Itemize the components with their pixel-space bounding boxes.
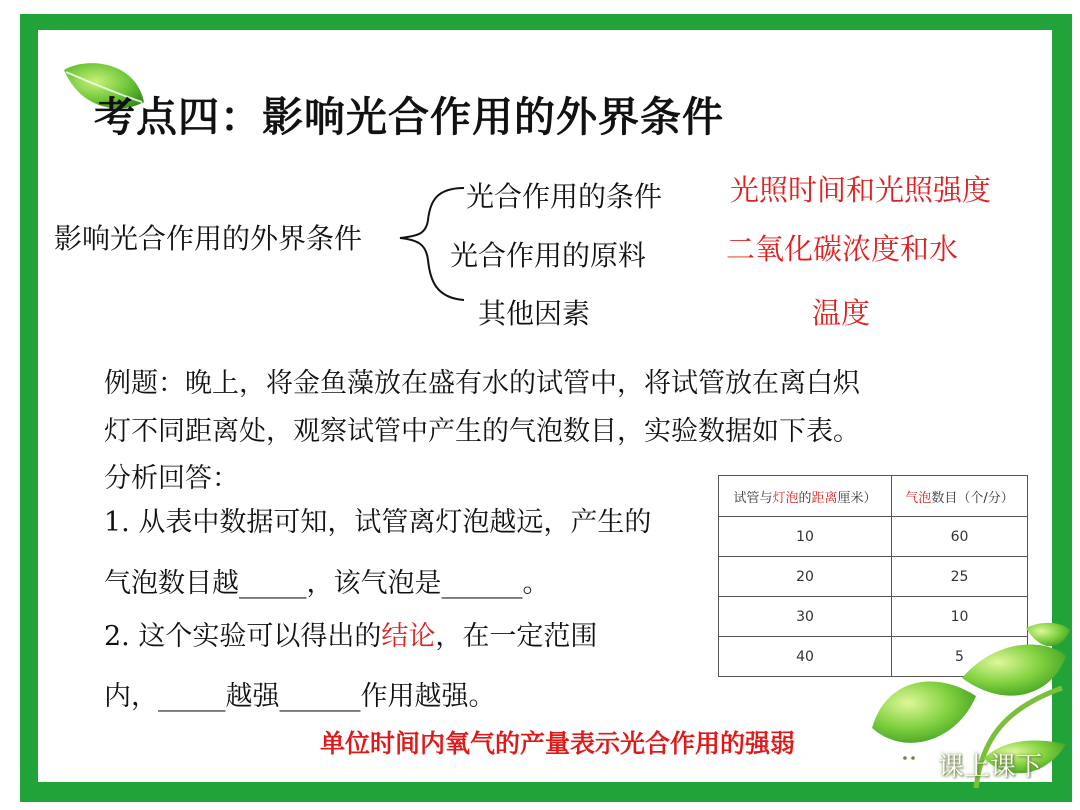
table-cell: 60 [892,517,1028,557]
branch-answer: 二氧化碳浓度和水 [726,232,959,266]
question-text: 2. 这个实验可以得出的 [104,621,382,652]
page-title: 考点四：影响光合作用的外界条件 [94,93,724,141]
table-cell: 40 [719,637,892,677]
table-header-distance: 试管与灯泡的距离厘米） [719,476,892,517]
watermark-text: 课上课下 [938,752,1043,782]
diagram-root: 影响光合作用的外界条件 [54,222,363,255]
example-line: 例题：晚上，将金鱼藻放在盛有水的试管中，将试管放在离白炽 [104,368,860,399]
question-line [104,614,597,653]
table-cell: 25 [892,557,1028,597]
branch-label: 光合作用的条件 [466,180,663,213]
branch-answer: 光照时间和光照强度 [730,173,992,207]
analysis-heading: 分析回答： [104,463,239,494]
table-row [719,557,1028,597]
table-cell: 10 [719,517,892,557]
question-text: ，在一定范围 [435,621,598,652]
question-line: 内，_____越强______作用越强。 [104,681,496,712]
example-line: 灯不同距离处，观察试管中产生的气泡数目，实验数据如下表。 [104,416,860,447]
branch-answer: 温度 [812,296,871,330]
table-header-bubbles: 气泡数目（个/分） [892,476,1028,517]
table-cell: 10 [892,597,1028,637]
wechat-icon [896,748,930,776]
conclusion-highlight: 结论 [381,621,436,652]
table-cell: 20 [719,557,892,597]
table-cell: 5 [892,637,1028,677]
question-line: 1. 从表中数据可知，试管离灯泡越远，产生的 [104,507,652,538]
question-line: 气泡数目越_____，该气泡是______。 [104,568,550,599]
table-cell: 30 [719,597,892,637]
table-header-row [719,476,1028,517]
branch-label: 其他因素 [478,297,591,330]
branch-label: 光合作用的原料 [450,239,647,272]
table-row [719,517,1028,557]
note-text: 单位时间内氧气的产量表示光合作用的强弱 [320,729,796,758]
